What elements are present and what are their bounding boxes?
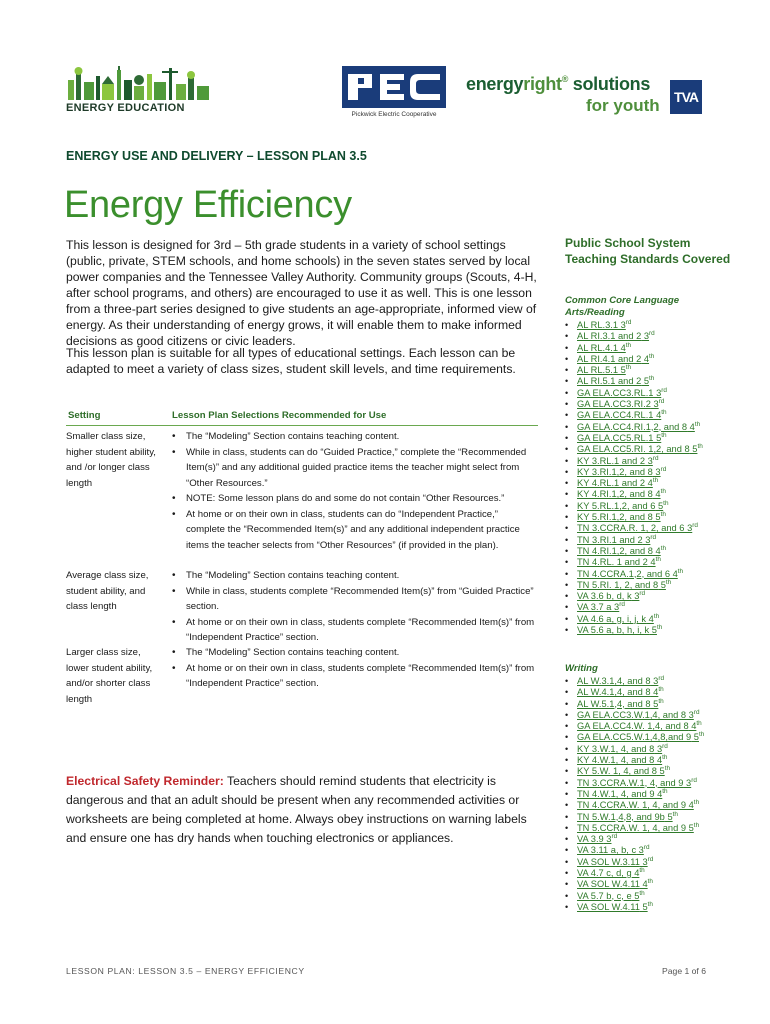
standard-grade: 5 bbox=[652, 512, 661, 523]
setting-cell: Larger class size, lower student ability, and/or shorter class length bbox=[66, 647, 153, 705]
standard-grade: 3 bbox=[603, 834, 612, 845]
standard-item[interactable] bbox=[565, 823, 740, 834]
standard-link[interactable]: TN 4.W.1, 4, and 9 bbox=[577, 788, 655, 799]
standard-link[interactable]: KY 5.W. 1, 4, and 8 bbox=[577, 766, 657, 777]
standard-link[interactable]: KY 3.RI.1,2, and 8 bbox=[577, 466, 653, 477]
standard-grade: 4 bbox=[652, 489, 661, 500]
grade-suffix: th bbox=[647, 900, 653, 908]
grade-suffix: th bbox=[698, 731, 705, 739]
standard-grade: 4 bbox=[688, 721, 697, 732]
standard-link[interactable]: VA 3.11 a, b, c bbox=[577, 845, 637, 856]
standard-link[interactable]: GA ELA.CC4.RL.1 bbox=[577, 410, 654, 421]
standard-link[interactable]: VA 5.7 b, c, e bbox=[577, 890, 632, 901]
grade-suffix: th bbox=[665, 578, 672, 586]
standard-grade: 5 bbox=[689, 444, 698, 455]
standard-link[interactable]: KY 3.RL.1 and 2 bbox=[577, 455, 646, 466]
standard-link[interactable]: AL W.4.1,4, and 8 bbox=[577, 687, 651, 698]
standard-link[interactable]: GA ELA.CC3.W.1,4, and 8 bbox=[577, 709, 687, 720]
grade-suffix: th bbox=[649, 375, 655, 383]
standard-link[interactable]: GA ELA.CC4.RI.1,2, and 8 bbox=[577, 421, 688, 432]
standard-item[interactable] bbox=[565, 376, 740, 387]
grade-suffix: rd bbox=[649, 330, 655, 338]
er-reg: ® bbox=[561, 74, 569, 84]
grade-suffix: th bbox=[658, 686, 664, 694]
standard-item[interactable] bbox=[565, 766, 740, 777]
grade-suffix: rd bbox=[650, 533, 657, 541]
recommendation-list bbox=[172, 568, 538, 646]
standard-grade: 3 bbox=[652, 466, 661, 477]
grade-suffix: th bbox=[697, 443, 703, 451]
energyright-wordmark bbox=[466, 74, 650, 95]
standard-item[interactable] bbox=[565, 501, 740, 512]
energy-education-label: ENERGY EDUCATION bbox=[66, 102, 185, 114]
standard-link[interactable]: TN 5.W.1,4,8, and 9b bbox=[577, 811, 665, 822]
standard-link[interactable]: AL RI.4.1 and 2 bbox=[577, 353, 642, 364]
standard-item[interactable] bbox=[565, 535, 740, 546]
grade-suffix: rd bbox=[611, 833, 618, 841]
standard-grade: 5 bbox=[641, 376, 650, 387]
standard-grade: 3 bbox=[636, 845, 644, 856]
standard-grade: 3 bbox=[684, 523, 693, 534]
grade-suffix: th bbox=[649, 352, 655, 360]
reading-heading: Common Core Language Arts/Reading bbox=[565, 295, 680, 318]
grade-suffix: rd bbox=[662, 742, 668, 750]
grade-suffix: th bbox=[663, 499, 669, 507]
standard-item[interactable] bbox=[565, 812, 740, 823]
standard-grade: 4 bbox=[647, 557, 656, 568]
standard-link[interactable]: GA ELA.CC5.W.1,4,8,and 9 bbox=[577, 732, 692, 743]
grade-suffix: th bbox=[661, 431, 667, 439]
grade-suffix: rd bbox=[660, 465, 667, 473]
standard-item[interactable] bbox=[565, 800, 740, 811]
grade-suffix: th bbox=[658, 697, 664, 705]
standard-item[interactable] bbox=[565, 433, 740, 444]
grade-suffix: th bbox=[694, 420, 701, 428]
recommendation-list bbox=[172, 645, 538, 692]
standard-link[interactable]: KY 3.W.1, 4, and 8 bbox=[577, 743, 655, 754]
standard-grade: 3 bbox=[653, 387, 662, 398]
grade-suffix: th bbox=[660, 488, 666, 496]
grade-suffix: rd bbox=[658, 398, 665, 406]
list-item: • While in class, students complete “Recommended Item(s)” from “Guided Practice” section. bbox=[172, 584, 538, 615]
er-solutions: solutions bbox=[568, 74, 651, 94]
standard-grade: 5 bbox=[655, 500, 664, 511]
standard-item[interactable] bbox=[565, 755, 740, 766]
standard-link[interactable]: VA 4.7 c, d, g bbox=[577, 868, 632, 879]
grade-suffix: th bbox=[661, 409, 667, 417]
standard-link[interactable]: VA 3.6 b, d, k bbox=[577, 591, 632, 602]
standard-item[interactable] bbox=[565, 902, 740, 913]
standard-item[interactable] bbox=[565, 456, 740, 467]
list-item: • The “Modeling” Section contains teaching content. bbox=[172, 568, 538, 584]
grade-suffix: rd bbox=[647, 855, 654, 863]
list-item: • NOTE: Some lesson plans do and some do not contain “Other Resources.” bbox=[172, 491, 538, 507]
standard-item[interactable] bbox=[565, 478, 740, 489]
er-right: right bbox=[523, 74, 562, 94]
page-title: Energy Efficiency bbox=[64, 184, 352, 226]
standard-item[interactable] bbox=[565, 580, 740, 591]
standard-link[interactable]: VA SOL W.4.11 bbox=[577, 879, 640, 890]
standard-item[interactable] bbox=[565, 354, 740, 365]
standard-grade: 5 bbox=[658, 579, 666, 590]
standard-item[interactable] bbox=[565, 721, 740, 732]
standard-grade: 5 bbox=[686, 822, 694, 833]
standard-link[interactable]: VA 3.9 bbox=[577, 834, 604, 845]
standard-item[interactable] bbox=[565, 778, 740, 789]
standard-link[interactable]: AL RL.5.1 bbox=[577, 365, 619, 376]
grade-suffix: th bbox=[639, 867, 645, 875]
standard-item[interactable] bbox=[565, 744, 740, 755]
standard-item[interactable] bbox=[565, 410, 740, 421]
energyright-logo bbox=[466, 74, 706, 120]
standard-grade: 3 bbox=[618, 320, 626, 330]
grade-suffix: rd bbox=[693, 708, 700, 716]
standard-link[interactable]: VA 3.7 a bbox=[577, 602, 612, 613]
list-item: • While in class, students can do “Guided Practice,” complete the “Recommended Item(s)” and any additional guided practice items the teacher might select from “Other Resources.” bbox=[172, 445, 538, 492]
standard-grade: 5 bbox=[653, 432, 662, 443]
grade-suffix: rd bbox=[643, 844, 650, 852]
grade-suffix: th bbox=[653, 612, 660, 620]
standard-link[interactable]: TN 4.RL. 1 and 2 bbox=[577, 557, 648, 568]
standard-grade: 3 bbox=[645, 455, 653, 466]
grade-suffix: th bbox=[693, 821, 700, 829]
standard-grade: 5 bbox=[649, 625, 657, 636]
standard-link[interactable]: GA ELA.CC3.RI.2 bbox=[577, 399, 651, 410]
standard-item[interactable] bbox=[565, 512, 740, 523]
standard-grade: 4 bbox=[652, 545, 661, 556]
standard-link[interactable]: VA 5.6 a, b, h, i, k bbox=[577, 625, 650, 636]
grade-suffix: th bbox=[660, 544, 667, 552]
grade-suffix: th bbox=[677, 567, 684, 575]
standard-item[interactable] bbox=[565, 569, 740, 580]
standard-grade: 5 bbox=[639, 901, 648, 912]
energy-education-icons bbox=[66, 66, 212, 100]
standard-link[interactable]: AL W.5.1,4, and 8 bbox=[577, 698, 651, 709]
col-header-recommendations: Lesson Plan Selections Recommended for Use bbox=[172, 410, 387, 421]
standard-grade: 4 bbox=[641, 353, 650, 364]
standard-link[interactable]: TN 3.CCRA.W.1, 4, and 9 bbox=[577, 777, 684, 788]
standard-item[interactable] bbox=[565, 331, 740, 342]
standard-link[interactable]: KY 4.RI.1,2, and 8 bbox=[577, 489, 653, 500]
writing-heading: Writing bbox=[565, 663, 598, 674]
standard-grade: 4 bbox=[654, 755, 663, 766]
standard-grade: 5 bbox=[691, 732, 699, 743]
safety-reminder-label: Electrical Safety Reminder: bbox=[66, 774, 224, 788]
page-number: Page 1 of 6 bbox=[662, 966, 706, 976]
standard-grade: 3 bbox=[611, 602, 620, 613]
list-item: • The “Modeling” Section contains teaching content. bbox=[172, 429, 538, 445]
footer-lesson-label: LESSON PLAN: LESSON 3.5 – ENERGY EFFICIENCY bbox=[66, 966, 305, 976]
pec-logo bbox=[338, 66, 450, 122]
standard-grade: 4 bbox=[650, 687, 659, 698]
list-item: • The “Modeling” Section contains teaching content. bbox=[172, 645, 538, 661]
standard-link[interactable]: TN 3.RI.1 and 2 bbox=[577, 534, 643, 545]
standard-grade: 4 bbox=[654, 788, 663, 799]
standard-grade: 3 bbox=[650, 399, 659, 410]
lesson-kicker: ENERGY USE AND DELIVERY – LESSON PLAN 3.5 bbox=[66, 149, 367, 163]
standard-item[interactable] bbox=[565, 834, 740, 845]
er-energy: energy bbox=[466, 74, 524, 94]
suitability-paragraph: This lesson plan is suitable for all types of educational settings. Each lesson can be adapted to meet a variety of class sizes, student skill levels, and time requirements. bbox=[66, 346, 516, 376]
standard-link[interactable]: GA ELA.CC5.RL.1 bbox=[577, 432, 654, 443]
sidebar-title: Public School System Teaching Standards Covered bbox=[565, 236, 731, 266]
recommendation-list bbox=[172, 429, 538, 553]
standard-link[interactable]: AL W.3.1,4, and 8 bbox=[577, 676, 651, 686]
standard-item[interactable] bbox=[565, 602, 740, 613]
standard-item[interactable] bbox=[565, 687, 740, 698]
grade-suffix: th bbox=[660, 511, 666, 519]
standard-link[interactable]: TN 4.RI.1,2, and 8 bbox=[577, 545, 653, 556]
safety-reminder-text: Teachers should remind students that electricity is dangerous and that an adult should be present when any recommended activities or worksheets are being completed at home. Always obey instructions on warning labels and ensure one has dry hands when touching electronics or appliances. bbox=[66, 774, 527, 845]
standard-link[interactable]: VA SOL W.3.11 bbox=[577, 856, 640, 867]
standard-grade: 4 bbox=[670, 568, 678, 579]
standard-link[interactable]: GA ELA.CC5.RI. 1,2, and 8 bbox=[577, 444, 690, 455]
standard-item[interactable] bbox=[565, 591, 740, 602]
setting-cell: Smaller class size, higher student ability, and /or longer class length bbox=[66, 431, 156, 489]
grade-suffix: rd bbox=[625, 319, 632, 326]
grade-suffix: th bbox=[672, 810, 678, 818]
grade-suffix: th bbox=[656, 624, 663, 632]
standard-item[interactable] bbox=[565, 557, 740, 568]
grade-suffix: th bbox=[625, 364, 632, 372]
standard-grade: 4 bbox=[646, 613, 654, 624]
standard-link[interactable]: GA ELA.CC4.W. 1,4, and 8 bbox=[577, 721, 689, 732]
table-header bbox=[66, 407, 538, 426]
list-item: • At home or on their own in class, students complete “Recommended Item(s)” from “Independent Practice” section. bbox=[172, 615, 538, 646]
standard-link[interactable]: KY 5.RI.1,2, and 8 bbox=[577, 512, 653, 523]
col-header-setting: Setting bbox=[68, 410, 101, 421]
standard-grade: 3 bbox=[642, 534, 651, 545]
standard-grade: 4 bbox=[639, 879, 648, 890]
standard-grade: 3 bbox=[683, 777, 692, 788]
standard-link[interactable]: KY 4.W.1, 4, and 8 bbox=[577, 755, 655, 766]
grade-suffix: rd bbox=[692, 522, 698, 530]
grade-suffix: rd bbox=[691, 776, 697, 784]
grade-suffix: rd bbox=[652, 454, 659, 462]
standard-item[interactable] bbox=[565, 676, 740, 687]
grade-suffix: th bbox=[662, 754, 668, 762]
standard-link[interactable]: TN 5.CCRA.W. 1, 4, and 9 bbox=[577, 822, 687, 833]
grade-suffix: rd bbox=[658, 675, 665, 682]
grade-suffix: rd bbox=[661, 386, 667, 394]
standard-grade: 5 bbox=[664, 811, 673, 822]
standard-grade: 5 bbox=[656, 766, 665, 777]
intro-paragraph: This lesson is designed for 3rd – 5th grade students in a variety of school settings (public, private, STEM schools, and home schools) in the seven states served by local power companies and the Tennessee Valley Authority. Community groups (Scouts, 4-H, after school programs, and others) are encouraged to use it as well. This is one lesson from a three-part series designed to give students an age-appropriate, informed view of energy. As their understanding of energy grows, it will enable them to make informed decisions as good citizens or civic leaders. bbox=[66, 238, 537, 348]
standard-link[interactable]: AL RI.5.1 and 2 bbox=[577, 376, 642, 387]
grade-suffix: th bbox=[662, 787, 668, 795]
grade-suffix: th bbox=[664, 765, 671, 773]
standard-grade: 3 bbox=[654, 743, 663, 754]
standard-item[interactable] bbox=[565, 710, 740, 721]
pec-tagline: Pickwick Electric Cooperative bbox=[351, 111, 437, 118]
standard-link[interactable]: TN 4.CCRA.W. 1, 4, and 9 bbox=[577, 800, 687, 811]
standard-item[interactable] bbox=[565, 546, 740, 557]
standard-grade: 5 bbox=[631, 890, 640, 901]
standard-item[interactable] bbox=[565, 625, 740, 636]
standard-item[interactable] bbox=[565, 388, 740, 399]
standard-grade: 4 bbox=[631, 868, 640, 879]
writing-standards-list bbox=[565, 676, 740, 913]
grade-suffix: th bbox=[696, 720, 702, 728]
standard-link[interactable]: AL RL.4.1 bbox=[577, 342, 619, 353]
grade-suffix: th bbox=[652, 477, 659, 485]
grade-suffix: th bbox=[693, 799, 700, 807]
standard-item[interactable] bbox=[565, 857, 740, 868]
standard-link[interactable]: TN 5.RI. 1, 2, and 8 bbox=[577, 579, 659, 590]
standard-grade: 5 bbox=[650, 698, 659, 709]
grade-suffix: th bbox=[647, 878, 653, 886]
list-item: • At home or on their own in class, students can do “Independent Practice,” complete the “Recommended Item(s)” and any additional independent practice items the teacher selects from “Other Resources” (if provided in the plan). bbox=[172, 507, 538, 554]
standard-link[interactable]: TN 3.CCRA.R. 1, 2, and 6 bbox=[577, 523, 685, 534]
standard-item[interactable] bbox=[565, 399, 740, 410]
standard-item[interactable] bbox=[565, 789, 740, 800]
standard-link[interactable]: VA SOL W.4.11 bbox=[577, 901, 640, 912]
safety-reminder bbox=[66, 772, 544, 848]
setting-cell: Average class size, student ability, and class length bbox=[66, 570, 149, 612]
standard-grade: 3 bbox=[639, 856, 648, 867]
standard-grade: 3 bbox=[650, 676, 659, 686]
standard-link[interactable]: TN 4.CCRA.1,2, and 6 bbox=[577, 568, 671, 579]
er-for-youth: for youth bbox=[586, 96, 660, 115]
list-item: • At home or on their own in class, students complete “Recommended Item(s)” from “Independent Practice” section. bbox=[172, 661, 538, 692]
grade-suffix: th bbox=[625, 341, 632, 349]
standard-item[interactable] bbox=[565, 879, 740, 890]
standard-grade: 3 bbox=[631, 591, 640, 602]
grade-suffix: rd bbox=[619, 601, 625, 609]
tva-logo: TVA bbox=[670, 80, 702, 114]
standard-link[interactable]: GA ELA.CC3.RL.1 bbox=[577, 387, 654, 398]
pec-mark-icon bbox=[342, 66, 446, 108]
standard-link[interactable]: AL RI.3.1 and 2 bbox=[577, 331, 642, 342]
standard-grade: 4 bbox=[645, 478, 653, 489]
standard-grade: 3 bbox=[686, 709, 694, 720]
grade-suffix: rd bbox=[639, 590, 646, 598]
standard-item[interactable] bbox=[565, 732, 740, 743]
standard-grade: 3 bbox=[641, 331, 650, 342]
standard-grade: 5 bbox=[618, 365, 626, 376]
standard-item[interactable] bbox=[565, 699, 740, 710]
standard-grade: 4 bbox=[618, 342, 626, 353]
standard-item[interactable] bbox=[565, 489, 740, 500]
standard-item[interactable] bbox=[565, 422, 740, 433]
standard-link[interactable]: KY 5.RL.1,2, and 6 bbox=[577, 500, 656, 511]
grade-suffix: th bbox=[655, 556, 661, 564]
energy-education-logo bbox=[66, 66, 212, 118]
standard-item[interactable] bbox=[565, 614, 740, 625]
standard-grade: 4 bbox=[686, 800, 694, 811]
standard-item[interactable] bbox=[565, 444, 740, 455]
standard-grade: 4 bbox=[687, 421, 695, 432]
grade-suffix: th bbox=[639, 889, 645, 897]
standard-link[interactable]: VA 4.6 a, g, i, j, k bbox=[577, 613, 647, 624]
standard-link[interactable]: KY 4.RL.1 and 2 bbox=[577, 478, 646, 489]
standard-grade: 4 bbox=[653, 410, 662, 421]
standard-item[interactable] bbox=[565, 523, 740, 534]
reading-standards-list bbox=[565, 320, 740, 636]
standard-link[interactable]: AL RL.3.1 bbox=[577, 320, 619, 330]
